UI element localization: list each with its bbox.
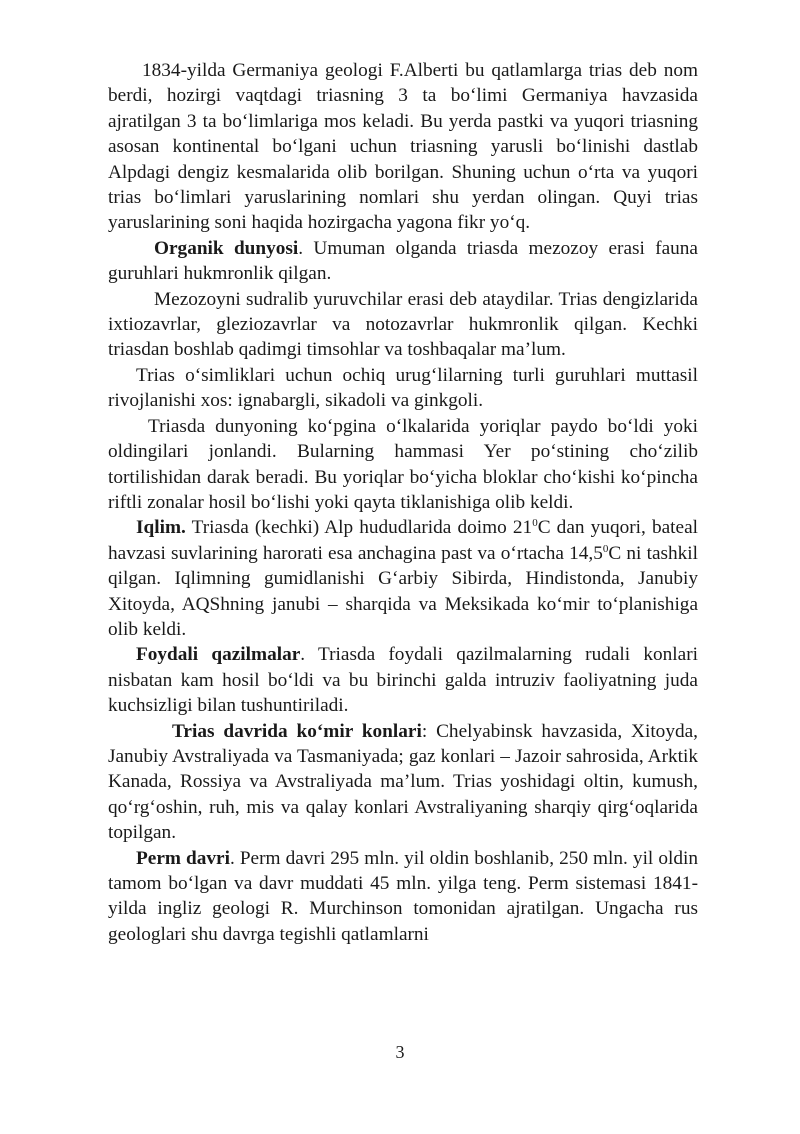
superscript-degree: 0 — [532, 517, 538, 530]
paragraph-text: : Chelyabinsk havzasida, Xitoyda, Janubiy Avstraliyada va Tasmaniyada; gaz konlari – Jazoir sahrosida, Arktik Kanada, Rossiya va Avstraliyada ma’lum. Trias yoshidagi oltin, kumush, qo‘rg‘oshin, ruh, mis va qalay konlari Avstraliyaning sharqiy qirg‘oqlarida topilgan. — [108, 720, 698, 844]
paragraph-organic-world — [108, 236, 698, 287]
paragraph-coal-deposits — [108, 719, 698, 846]
paragraph-mesozoic-reptiles — [108, 287, 698, 363]
paragraph-perm-period — [108, 846, 698, 948]
paragraph-text: . Triasda foydali qazilmalarning rudali konlari nisbatan kam hosil bo‘ldi va bu birinchi galda intruziv faoliyatning juda kuchsizligi bilan tushuntiriladi. — [108, 644, 698, 717]
paragraph-text: C dan yuqori, bateal havzasi suvlarining harorati esa anchagina past va o‘rtacha 14,5 — [108, 517, 698, 564]
paragraph-text: . Umuman olganda triasda mezozoy erasi fauna guruhlari hukmronlik qilgan. — [108, 237, 698, 285]
section-heading-perm-period: Perm davri — [136, 847, 230, 869]
section-heading-minerals: Foydali qazilmalar — [136, 644, 301, 666]
page-number: 3 — [395, 1042, 405, 1062]
paragraph-trias-plants — [108, 363, 698, 414]
paragraph-text: . Perm davri 295 mln. yil oldin boshlanib, 250 mln. yil oldin tamom bo‘lgan va davr muddati 45 mln. yilga teng. Perm sistemasi 1841-yilda ingliz geologi R. Murchinson tomonidan ajratilgan. Ungacha rus geologlari shu davrga tegishli qatlamlarni — [108, 847, 698, 945]
superscript-degree: 0 — [602, 542, 609, 555]
paragraph-trias-history — [108, 58, 698, 236]
document-body — [108, 58, 698, 947]
paragraph-text: Triasda (kechki) Alp hududlarida doimo 21 — [185, 517, 533, 539]
paragraph-text: Trias o‘simliklari uchun ochiq urug‘lilarning turli guruhlari muttasil rivojlanishi xos: ignabargli, sikadoli va ginkgoli. — [108, 364, 698, 412]
paragraph-rifts — [108, 414, 698, 516]
section-heading-organic-world: Organik dunyosi — [154, 237, 299, 259]
paragraph-minerals — [108, 642, 698, 718]
paragraph-text: Mezozoyni sudralib yuruvchilar erasi deb ataydilar. Trias dengizlarida ixtiozavrlar, gleziozavrlar va notozavrlar hukmronlik qilgan. Kechki triasdan boshlab qadimgi timsohlar va toshbaqalar ma’lum. — [108, 288, 698, 361]
section-heading-coal-deposits: Trias davrida ko‘mir konlari — [172, 720, 422, 742]
paragraph-text: C ni tashkil qilgan. Iqlimning gumidlanishi G‘arbiy Sibirda, Hindistonda, Janubiy Xitoyda, AQShning janubi – sharqida va Meksikada ko‘mir to‘planishiga olib keldi. — [108, 542, 698, 640]
section-heading-climate: Iqlim. — [136, 517, 186, 539]
paragraph-text: Triasda dunyoning ko‘pgina o‘lkalarida yoriqlar paydo bo‘ldi yoki oldingilari jonlandi. Bularning hammasi Yer po‘stining cho‘zilib tortilishidan darak beradi. Bu yoriqlar bo‘yicha bloklar cho‘kishi ko‘pincha riftli zonalar hosil bo‘lishi yoki qayta tiklanishiga olib keldi. — [108, 415, 698, 513]
paragraph-text: 1834-yilda Germaniya geologi F.Alberti bu qatlamlarga trias deb nom berdi, hozirgi vaqtdagi triasning 3 ta bo‘limi Germaniya havzasida ajratilgan 3 ta bo‘limlariga mos keladi. Bu yerda pastki va yuqori triasning asosan kontinental bo‘lgani uchun triasning yarusli bo‘linishi dastlab Alpdagi dengiz kesmalarida olib borilgan. Shuning uchun o‘rta va yuqori trias bo‘limlari yaruslarining nomlari shu yerdan olingan. Quyi trias yaruslarining soni haqida hozirgacha yagona fikr yo‘q. — [108, 60, 698, 234]
paragraph-climate — [108, 515, 698, 642]
